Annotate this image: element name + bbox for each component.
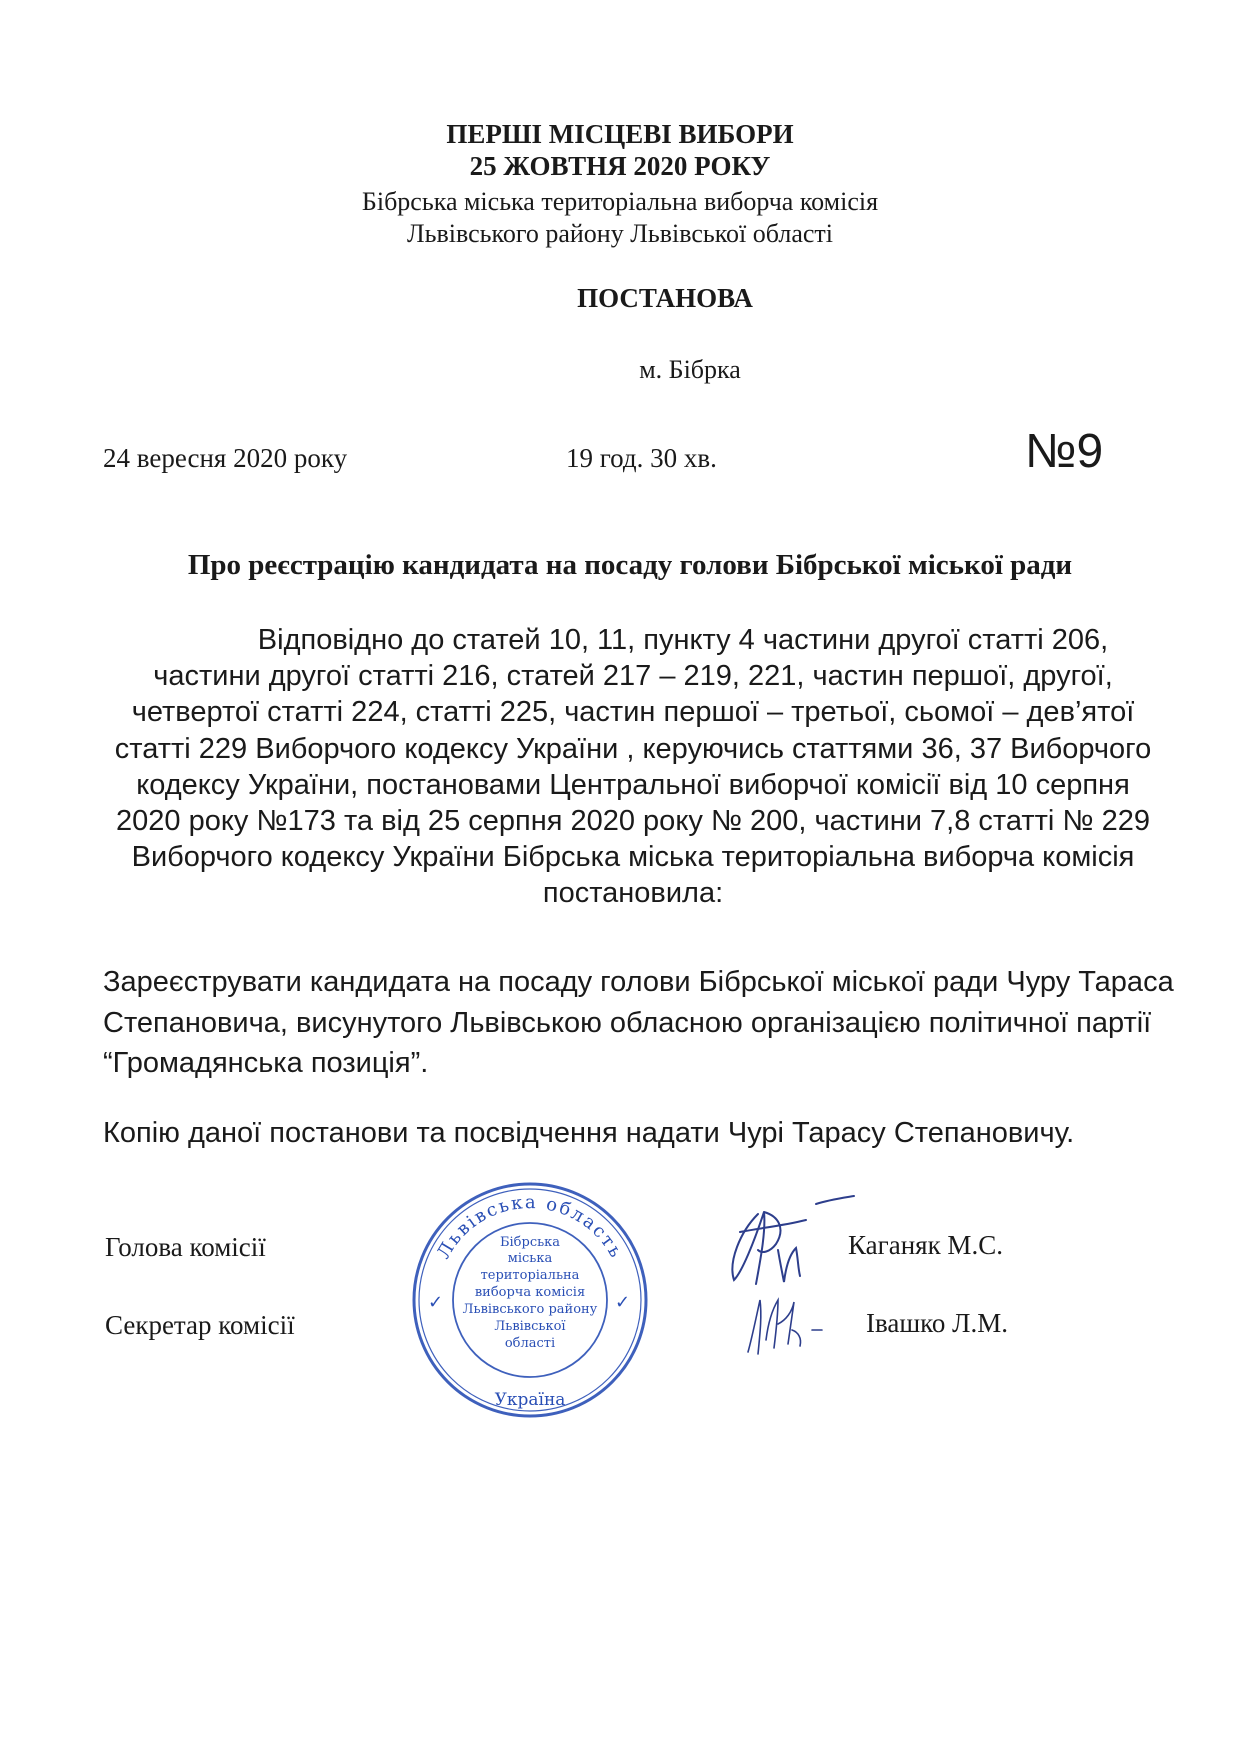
preamble-text: Відповідно до статей 10, 11, пункту 4 частини другої статті 206, частини другої статті 216, статей 217 – 219, 221, частин першої, другої, четвертої статті 224, статті 225, частин першої – третьої, сьомої – дев’ятої статті 229 Виборчого кодексу України , керуючись статтями 36, 37 Виборчого кодексу України, постановами Центральної виборчої комісії від 10 серпня 2020 року №173 та від 25 серпня 2020 року № 200, частини 7,8 статті № 229 Виборчого кодексу України Бібрська міська територіальна виборча комісія постановила: bbox=[114, 624, 1152, 910]
copy-instruction: Копію даної постанови та посвідчення надати Чурі Тарасу Степановичу. bbox=[103, 1117, 1075, 1149]
document-number: №9 bbox=[1025, 425, 1104, 478]
header-line-1: ПЕРШІ МІСЦЕВІ ВИБОРИ bbox=[446, 119, 794, 149]
document-time: 19 год. 30 хв. bbox=[566, 443, 717, 473]
stamp-check-left: ✓ bbox=[428, 1292, 444, 1313]
chair-role: Голова комісії bbox=[105, 1232, 266, 1262]
stamp-country-text: Україна bbox=[494, 1390, 566, 1410]
secretary-name: Івашко Л.М. bbox=[866, 1308, 1008, 1338]
stamp-check-right: ✓ bbox=[615, 1292, 631, 1313]
stamp-inner-line-3: територіальна bbox=[480, 1268, 580, 1283]
document-type-title: ПОСТАНОВА bbox=[577, 283, 753, 313]
secretary-signature bbox=[736, 1282, 836, 1362]
stamp-inner-line-4: виборча комісія bbox=[474, 1285, 586, 1300]
document-preamble bbox=[103, 622, 1163, 912]
stamp-inner-line-6: Львівської bbox=[494, 1319, 566, 1334]
chair-signature bbox=[720, 1192, 860, 1292]
stamp-inner-line-1: Бібрська bbox=[499, 1235, 561, 1250]
document-city: м. Бібрка bbox=[639, 355, 741, 384]
stamp-inner-line-7: області bbox=[504, 1336, 556, 1351]
document-date: 24 вересня 2020 року bbox=[103, 443, 348, 473]
stamp-inner-line-5: Львівського району bbox=[462, 1302, 598, 1317]
official-stamp bbox=[410, 1180, 650, 1420]
decision-paragraph: Зареєструвати кандидата на посаду голови Бібрської міської ради Чуру Тараса Степановича, висунутого Львівською обласною організацією політичної партії “Громадянська позиція”. bbox=[103, 966, 1174, 1079]
election-header bbox=[0, 118, 1240, 250]
header-commission: Бібрська міська територіальна виборча комісія bbox=[361, 187, 879, 216]
secretary-role: Секретар комісії bbox=[105, 1310, 295, 1340]
header-line-2: 25 ЖОВТНЯ 2020 РОКУ bbox=[469, 151, 771, 181]
header-district: Львівського району Львівської області bbox=[407, 219, 833, 248]
document-subject: Про реєстрацію кандидата на посаду голови Бібрської міської ради bbox=[187, 549, 1073, 581]
stamp-inner-line-2: міська bbox=[507, 1251, 553, 1266]
stamp-region-text: Львівська область bbox=[433, 1191, 628, 1263]
chair-name: Каганяк М.С. bbox=[848, 1230, 1003, 1260]
